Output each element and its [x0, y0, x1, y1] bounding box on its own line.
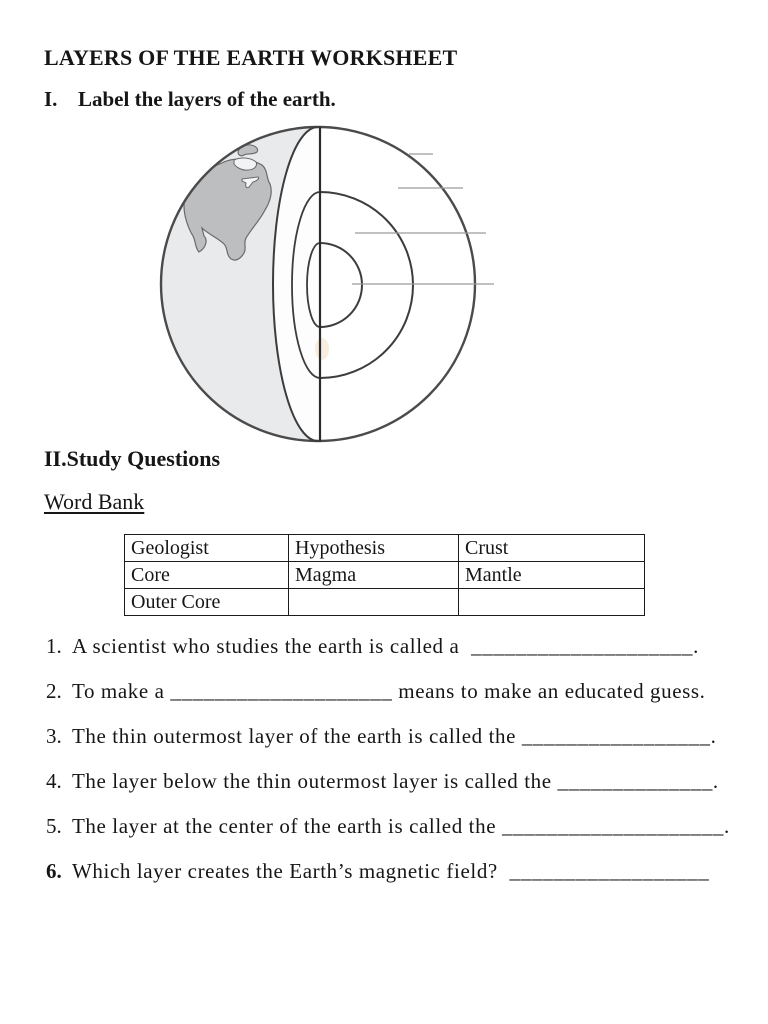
question-3 [46, 723, 756, 768]
question-2 [46, 678, 756, 723]
word-bank-cell: Mantle [459, 562, 645, 589]
section-2-heading: II.Study Questions [44, 446, 221, 471]
question-text: To make a [72, 679, 171, 703]
question-4 [46, 768, 756, 813]
question-number: 2. [46, 679, 62, 703]
answer-blank: _________________ [521, 724, 711, 748]
answer-blank: ____________________ [501, 814, 724, 838]
question-text-after-blank: . [710, 724, 717, 748]
question-1 [46, 633, 756, 678]
answer-blank: ______________ [557, 769, 713, 793]
question-6 [46, 858, 756, 903]
word-bank-row [125, 535, 645, 562]
question-number: 3. [46, 724, 62, 748]
answer-blank: ____________________ [170, 679, 393, 703]
section-1-heading [44, 87, 336, 112]
word-bank-label: Word Bank [44, 489, 145, 514]
word-bank-cell: Outer Core [125, 589, 289, 616]
question-text-after-blank: . [712, 769, 719, 793]
study-questions-list [46, 633, 756, 903]
question-text: Which layer creates the Earth’s magnetic field? [72, 859, 510, 883]
word-bank-cell [459, 589, 645, 616]
earth-cutaway-diagram [140, 110, 510, 455]
question-number: 6. [46, 859, 62, 883]
answer-blank: __________________ [509, 859, 710, 883]
question-text-after-blank: . [693, 634, 699, 658]
question-text: The layer at the center of the earth is called the [72, 814, 502, 838]
word-bank-cell: Crust [459, 535, 645, 562]
word-bank-cell: Geologist [125, 535, 289, 562]
word-bank-table [124, 534, 645, 616]
question-number: 4. [46, 769, 62, 793]
question-text: The thin outermost layer of the earth is called the [72, 724, 522, 748]
question-number: 5. [46, 814, 62, 838]
question-text-after-blank: means to make an educated guess. [392, 679, 706, 703]
question-5 [46, 813, 756, 858]
question-text: The layer below the thin outermost layer is called the [72, 769, 558, 793]
section-1-numeral: I. [44, 87, 58, 111]
word-bank-cell: Hypothesis [289, 535, 459, 562]
word-bank-row [125, 589, 645, 616]
question-text-after-blank: . [723, 814, 730, 838]
answer-blank: ____________________ [471, 634, 694, 658]
worksheet-title: LAYERS OF THE EARTH WORKSHEET [44, 45, 458, 70]
word-bank-cell [289, 589, 459, 616]
word-bank-cell: Magma [289, 562, 459, 589]
section-1-label: Label the layers of the earth. [78, 87, 336, 111]
paper-smudge [315, 338, 329, 360]
question-number: 1. [46, 634, 62, 658]
word-bank-cell: Core [125, 562, 289, 589]
word-bank-row [125, 562, 645, 589]
question-text: A scientist who studies the earth is called a [72, 634, 472, 658]
